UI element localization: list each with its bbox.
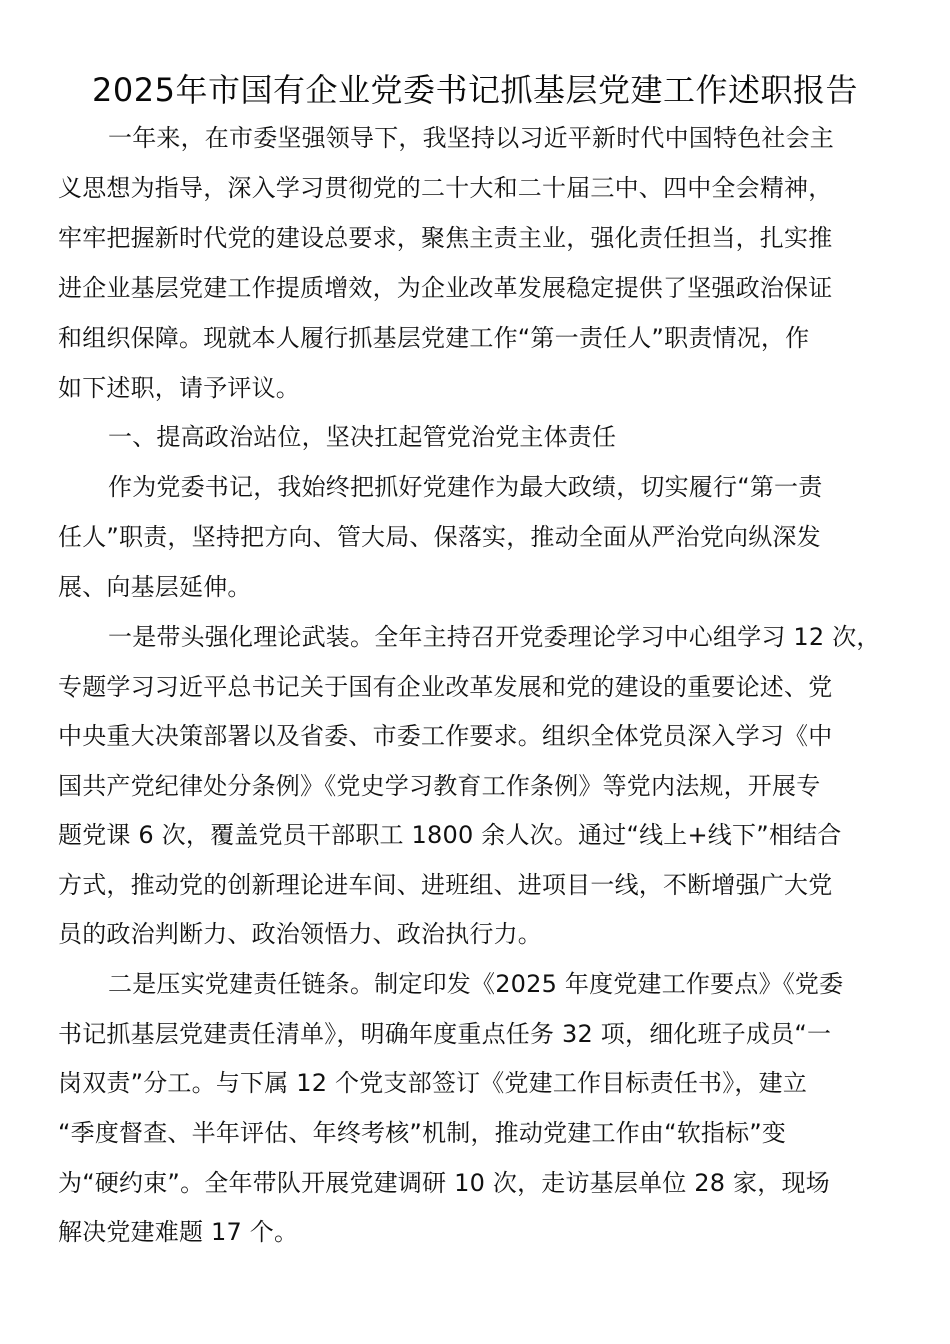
intro-line: 牢牢把握新时代党的建设总要求，聚焦主责主业，强化责任担当，扎实推 [58, 224, 833, 252]
intro-line: 一年来，在市委坚强领导下，我坚持以习近平新时代中国特色社会主 [108, 124, 834, 152]
item-1-line: 专题学习习近平总书记关于国有企业改革发展和党的建设的重要论述、党 [58, 673, 833, 701]
item-1-line: 一是带头强化理论武装。全年主持召开党委理论学习中心组学习 12 次， [108, 623, 881, 651]
item-1-line: 题党课 6 次，覆盖党员干部职工 1800 余人次。通过“线上+线下”相结合 [58, 821, 842, 849]
section-heading: 一、提高政治站位，坚决扛起管党治党主体责任 [108, 423, 617, 451]
item-2-line: 二是压实党建责任链条。制定印发《2025 年度党建工作要点》《党委 [108, 970, 844, 998]
item-1-line: 国共产党纪律处分条例》《党史学习教育工作条例》等党内法规，开展专 [58, 772, 821, 800]
item-1-line: 中央重大决策部署以及省委、市委工作要求。组织全体党员深入学习《中 [58, 722, 833, 750]
intro-line: 和组织保障。现就本人履行抓基层党建工作“第一责任人”职责情况，作 [58, 324, 810, 352]
section-intro-line: 展、向基层延伸。 [58, 573, 252, 601]
item-1-line: 员的政治判断力、政治领悟力、政治执行力。 [58, 920, 542, 948]
item-2-line: 书记抓基层党建责任清单》，明确年度重点任务 32 项，细化班子成员“一 [58, 1020, 832, 1048]
document-title: 2025年市国有企业党委书记抓基层党建工作述职报告 [92, 71, 858, 109]
section-intro-line: 任人”职责，坚持把方向、管大局、保落实，推动全面从严治党向纵深发 [58, 523, 821, 551]
item-1-line: 方式，推动党的创新理论进车间、进班组、进项目一线，不断增强广大党 [58, 871, 833, 899]
item-2-line: 岗双责”分工。与下属 12 个党支部签订《党建工作目标责任书》，建立 [58, 1069, 808, 1097]
item-2-line: “季度督查、半年评估、年终考核”机制，推动党建工作由“软指标”变 [58, 1119, 787, 1147]
intro-line: 进企业基层党建工作提质增效，为企业改革发展稳定提供了坚强政治保证 [58, 274, 833, 302]
intro-line: 义思想为指导，深入学习贯彻党的二十大和二十届三中、四中全会精神， [58, 174, 833, 202]
item-2-line: 解决党建难题 17 个。 [58, 1218, 299, 1246]
item-2-line: 为“硬约束”。全年带队开展党建调研 10 次，走访基层单位 28 家，现场 [58, 1169, 830, 1197]
intro-line: 如下述职，请予评议。 [58, 374, 300, 402]
section-intro-line: 作为党委书记，我始终把抓好党建作为最大政绩，切实履行“第一责 [108, 473, 823, 501]
